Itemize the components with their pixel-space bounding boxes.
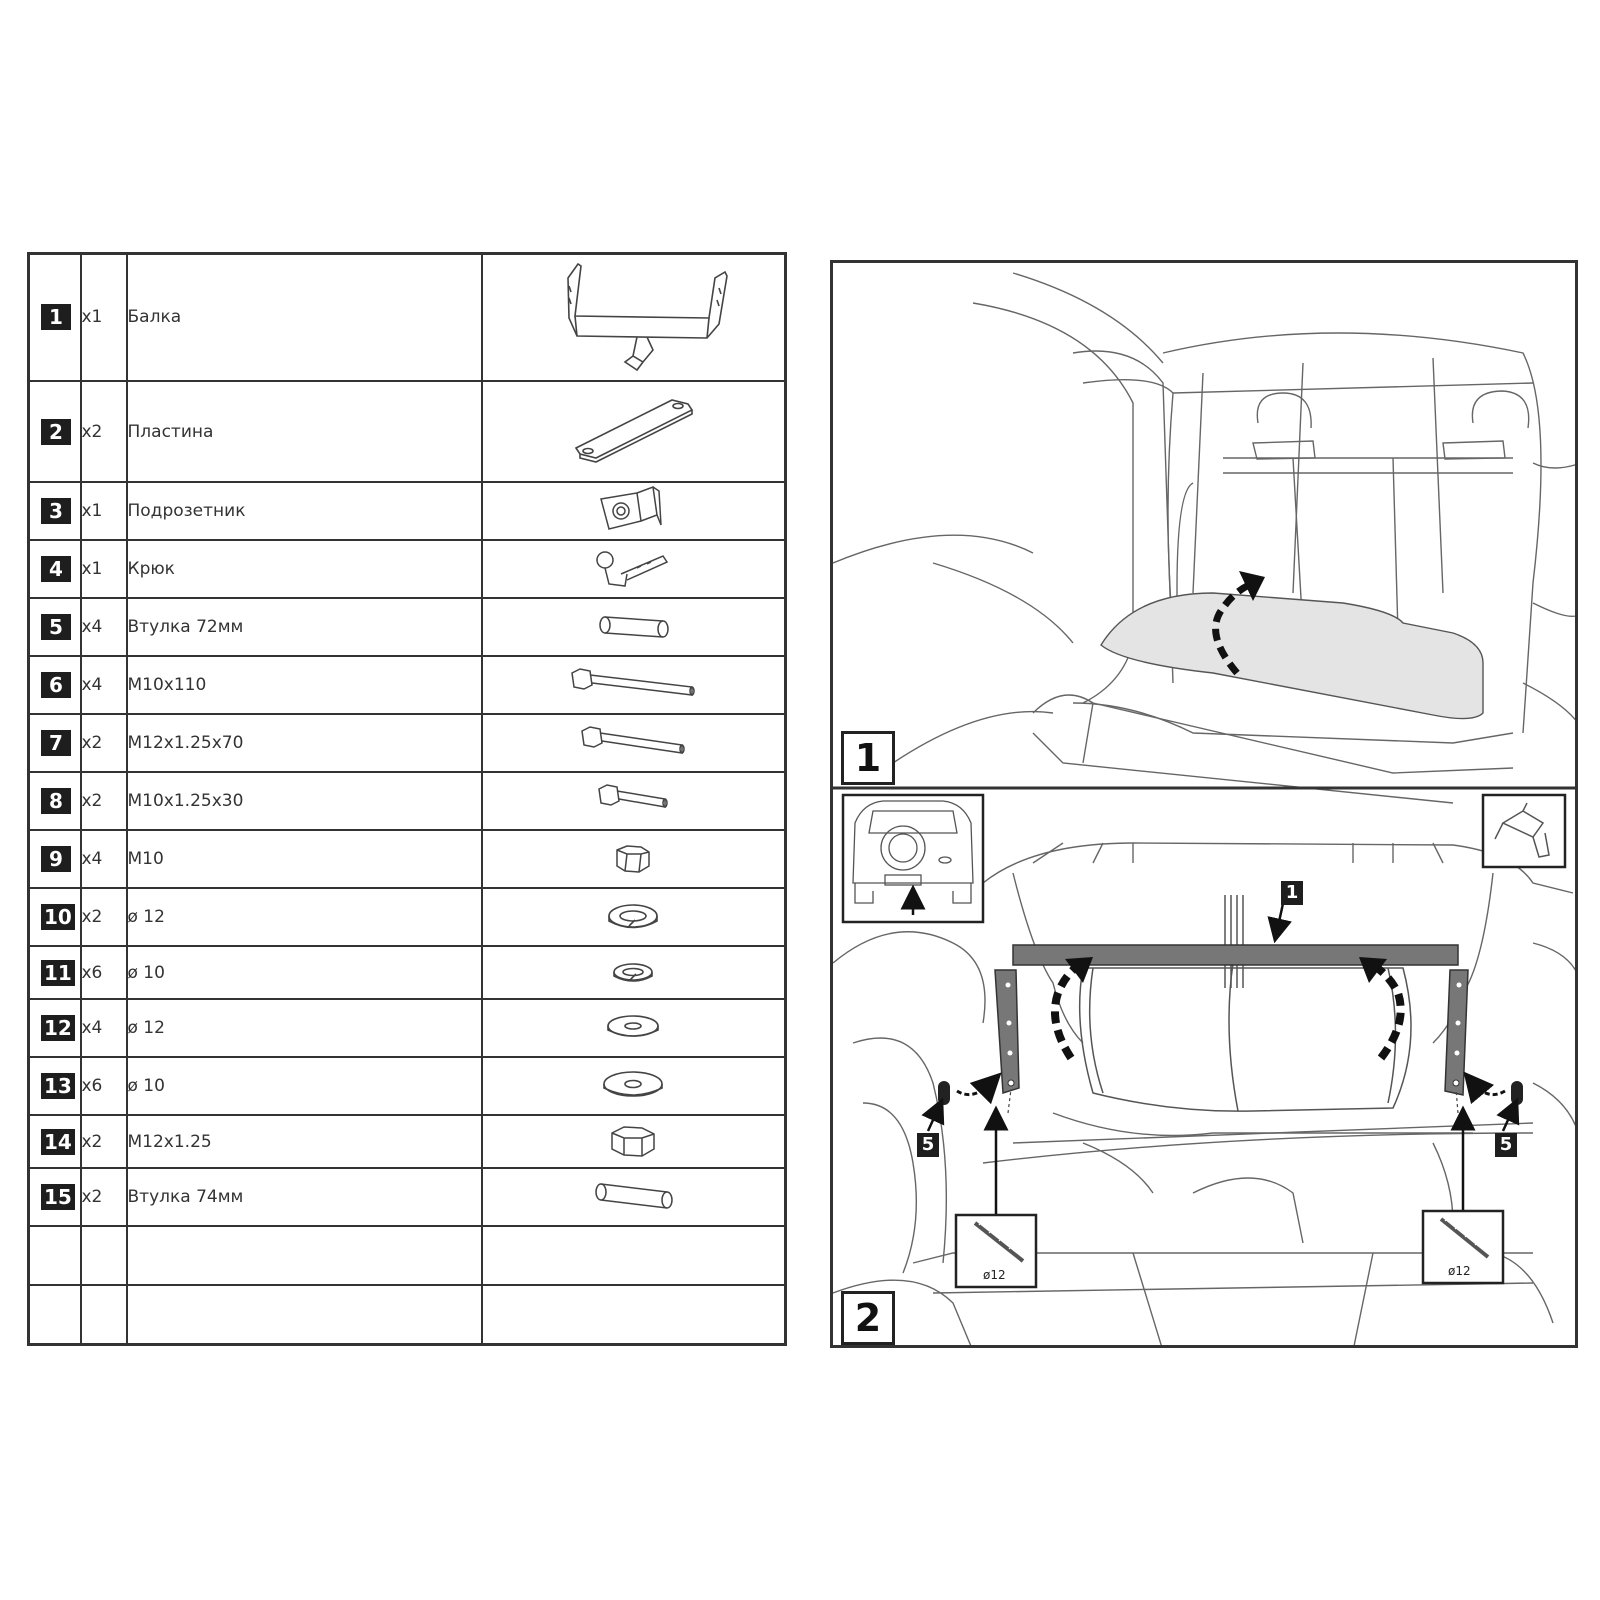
sleeve-long-icon — [591, 1180, 675, 1214]
instruction-panel — [830, 260, 1578, 1348]
right-bracket — [1445, 970, 1468, 1095]
table-row — [29, 888, 786, 946]
beam-callout: 1 — [1281, 881, 1303, 905]
part-number: 10 — [41, 904, 75, 930]
flat-washer-large-icon — [600, 1068, 666, 1104]
part-quantity: x4 — [81, 598, 127, 656]
part-picture — [482, 1057, 786, 1115]
spring-washer-icon — [605, 900, 661, 934]
table-row — [29, 830, 786, 888]
sleeve-callout-right: 5 — [1495, 1133, 1517, 1157]
drill-diameter-label: ø12 — [1448, 1264, 1471, 1278]
table-row-empty — [29, 1285, 786, 1344]
part-quantity: x4 — [81, 830, 127, 888]
table-row — [29, 254, 786, 381]
part-quantity: x2 — [81, 381, 127, 483]
part-name: ø 12 — [127, 888, 482, 946]
part-number: 1 — [41, 304, 71, 330]
part-picture — [482, 656, 786, 714]
part-picture — [482, 482, 786, 540]
part-name: Пластина — [127, 381, 482, 483]
part-number: 5 — [41, 614, 71, 640]
sleeve-callout-left: 5 — [917, 1133, 939, 1157]
spring-washer-small-icon — [610, 959, 656, 987]
part-quantity: x2 — [81, 772, 127, 830]
sleeve-icon — [595, 612, 671, 642]
part-quantity: x1 — [81, 482, 127, 540]
table-row — [29, 540, 786, 598]
part-name: M10x1.25x30 — [127, 772, 482, 830]
bolt-short-icon — [595, 781, 671, 821]
table-row — [29, 1057, 786, 1115]
part-number: 7 — [41, 730, 71, 756]
part-name: M12x1.25 — [127, 1115, 482, 1168]
nut-large-icon — [608, 1123, 658, 1161]
table-row — [29, 772, 786, 830]
part-picture — [482, 381, 786, 483]
part-name: Втулка 74мм — [127, 1168, 482, 1226]
part-name: Балка — [127, 254, 482, 381]
table-row — [29, 714, 786, 772]
part-picture — [482, 1115, 786, 1168]
part-picture — [482, 714, 786, 772]
step-number-badge: 1 — [841, 731, 895, 785]
plate-icon — [568, 392, 698, 472]
part-picture — [482, 254, 786, 381]
part-name: M10x110 — [127, 656, 482, 714]
table-row — [29, 1168, 786, 1226]
part-picture — [482, 772, 786, 830]
table-row — [29, 999, 786, 1057]
car-rear-inset — [843, 795, 983, 922]
table-row — [29, 381, 786, 483]
part-picture — [482, 598, 786, 656]
part-quantity: x1 — [81, 254, 127, 381]
drill-icon — [1483, 795, 1565, 867]
instruction-drawing — [833, 263, 1578, 1348]
part-number: 4 — [41, 556, 71, 582]
flat-washer-icon — [604, 1012, 662, 1044]
step1-trunk-illustration — [833, 273, 1578, 803]
part-number: 6 — [41, 672, 71, 698]
part-quantity: x6 — [81, 946, 127, 999]
part-quantity: x4 — [81, 999, 127, 1057]
part-quantity: x2 — [81, 1168, 127, 1226]
table-row — [29, 482, 786, 540]
part-number: 2 — [41, 419, 71, 445]
sleeve-right — [1511, 1081, 1523, 1105]
nut-icon — [611, 842, 655, 876]
part-picture — [482, 1168, 786, 1226]
part-quantity: x2 — [81, 714, 127, 772]
beam-icon — [533, 258, 733, 376]
left-bracket — [995, 970, 1019, 1093]
part-quantity: x4 — [81, 656, 127, 714]
part-number: 12 — [41, 1015, 75, 1041]
table-row — [29, 946, 786, 999]
tow-hook-icon — [591, 544, 675, 594]
part-picture — [482, 999, 786, 1057]
part-number: 9 — [41, 846, 71, 872]
tank-straps — [1225, 895, 1243, 988]
part-name: ø 10 — [127, 946, 482, 999]
trunk-floor — [1101, 593, 1483, 719]
part-picture — [482, 540, 786, 598]
bolt-long-icon — [568, 665, 698, 705]
table-row — [29, 598, 786, 656]
step-number-badge: 2 — [841, 1291, 895, 1345]
part-number: 13 — [41, 1073, 75, 1099]
socket-bracket-icon — [595, 485, 671, 537]
part-name: ø 12 — [127, 999, 482, 1057]
part-name: Крюк — [127, 540, 482, 598]
part-name: ø 10 — [127, 1057, 482, 1115]
part-picture — [482, 888, 786, 946]
part-quantity: x1 — [81, 540, 127, 598]
part-quantity: x6 — [81, 1057, 127, 1115]
part-name: M10 — [127, 830, 482, 888]
table-row — [29, 1115, 786, 1168]
part-quantity: x2 — [81, 1115, 127, 1168]
part-number: 14 — [41, 1129, 75, 1155]
part-quantity: x2 — [81, 888, 127, 946]
bolt-medium-icon — [578, 723, 688, 763]
part-number: 3 — [41, 498, 71, 524]
part-number: 8 — [41, 788, 71, 814]
table-row-empty — [29, 1226, 786, 1285]
sleeve-left — [938, 1081, 950, 1105]
part-name: M12x1.25x70 — [127, 714, 482, 772]
part-picture — [482, 830, 786, 888]
fuel-tank — [1080, 963, 1411, 1111]
part-number: 11 — [41, 960, 75, 986]
part-name: Подрозетник — [127, 482, 482, 540]
parts-table — [27, 252, 787, 1346]
part-number: 15 — [41, 1184, 75, 1210]
part-name: Втулка 72мм — [127, 598, 482, 656]
table-row — [29, 656, 786, 714]
drill-diameter-label: ø12 — [983, 1268, 1006, 1282]
part-picture — [482, 946, 786, 999]
